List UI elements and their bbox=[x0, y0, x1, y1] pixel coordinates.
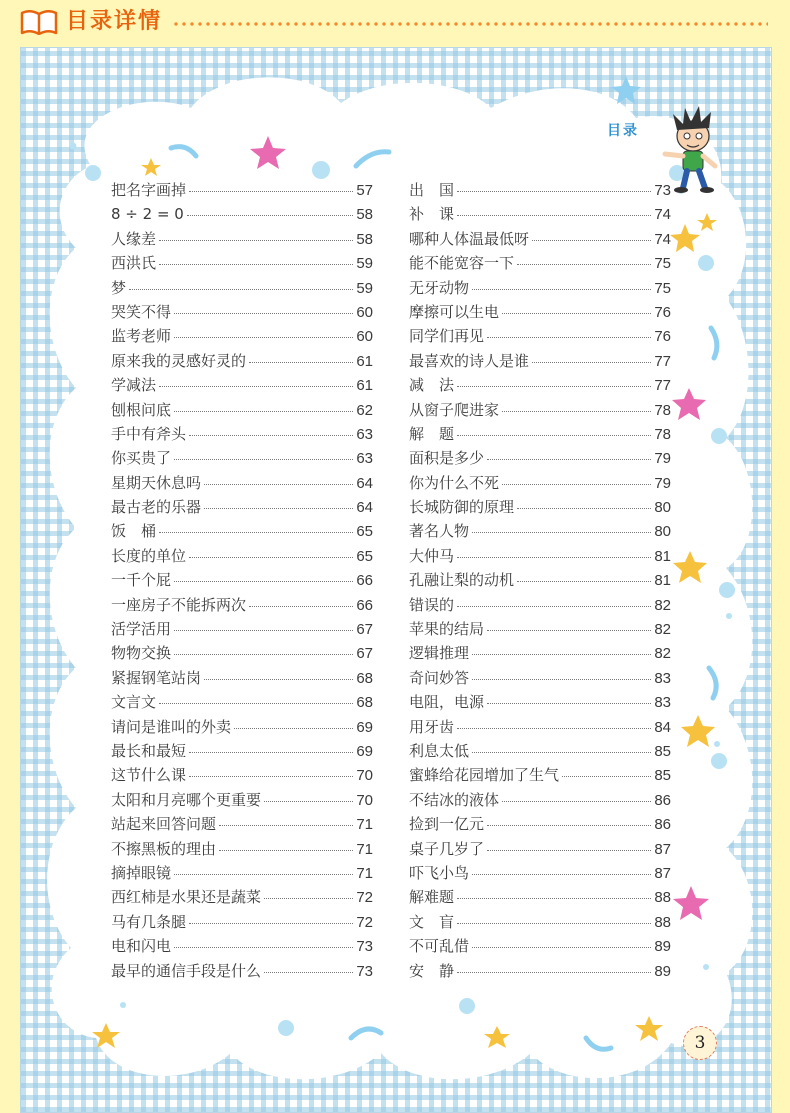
dot-leader bbox=[249, 605, 353, 607]
toc-entry-page: 59 bbox=[356, 255, 373, 273]
toc-entry[interactable] bbox=[111, 641, 373, 665]
toc-entry-title: 一座房子不能拆两次 bbox=[111, 595, 247, 614]
toc-entry-title: 减 法 bbox=[409, 376, 455, 395]
toc-entry-title: 物物交换 bbox=[111, 644, 172, 663]
dot-leader bbox=[189, 751, 353, 753]
toc-entry[interactable] bbox=[111, 276, 373, 300]
dot-leader bbox=[174, 336, 353, 338]
toc-entry[interactable] bbox=[409, 739, 671, 763]
toc-entry-title: 太阳和月亮哪个更重要 bbox=[111, 790, 262, 809]
toc-entry-page: 74 bbox=[654, 230, 671, 248]
toc-entry-page: 82 bbox=[654, 596, 671, 614]
toc-entry-page: 71 bbox=[356, 816, 373, 834]
toc-entry-page: 77 bbox=[654, 377, 671, 395]
dot-leader bbox=[487, 702, 651, 704]
toc-entry-page: 71 bbox=[356, 864, 373, 882]
dot-leader bbox=[487, 629, 651, 631]
toc-entry-title: 长城防御的原理 bbox=[409, 498, 515, 517]
toc-entry-page: 72 bbox=[356, 913, 373, 931]
toc-entry-page: 66 bbox=[356, 596, 373, 614]
dot-leader bbox=[532, 361, 651, 363]
dot-leader bbox=[517, 263, 651, 265]
toc-entry-page: 70 bbox=[356, 791, 373, 809]
toc-entry-title: 最长和最短 bbox=[111, 741, 187, 760]
dot-leader bbox=[204, 678, 353, 680]
toc-entry-page: 83 bbox=[654, 669, 671, 687]
toc-panel bbox=[20, 47, 772, 1113]
toc-entry-page: 63 bbox=[356, 425, 373, 443]
dot-leader bbox=[472, 678, 651, 680]
toc-entry-page: 61 bbox=[356, 352, 373, 370]
toc-entry-page: 63 bbox=[356, 450, 373, 468]
toc-entry[interactable] bbox=[409, 471, 671, 495]
toc-entry-title: 苹果的结局 bbox=[409, 620, 485, 639]
toc-entry[interactable] bbox=[111, 202, 373, 226]
toc-entry-page: 78 bbox=[654, 401, 671, 419]
toc-entry[interactable] bbox=[409, 763, 671, 787]
toc-entry-page: 58 bbox=[356, 230, 373, 248]
toc-entry[interactable] bbox=[409, 324, 671, 348]
toc-entry-page: 76 bbox=[654, 328, 671, 346]
toc-entry-page: 86 bbox=[654, 816, 671, 834]
dot-leader bbox=[174, 580, 353, 582]
toc-entry[interactable] bbox=[409, 885, 671, 909]
toc-entry-page: 85 bbox=[654, 742, 671, 760]
toc-entry-title: 从窗子爬进家 bbox=[409, 400, 500, 419]
toc-entry-title: 8 ÷ 2 = 0 bbox=[111, 205, 184, 224]
toc-entry[interactable] bbox=[409, 641, 671, 665]
dot-leader bbox=[517, 580, 651, 582]
toc-entry[interactable] bbox=[409, 446, 671, 470]
toc-entry-title: 你为什么不死 bbox=[409, 473, 500, 492]
toc-entry-title: 西红柿是水果还是蔬菜 bbox=[111, 888, 262, 907]
dot-leader bbox=[159, 531, 353, 533]
toc-entry-title: 面积是多少 bbox=[409, 449, 485, 468]
toc-entry[interactable] bbox=[409, 373, 671, 397]
dot-leader bbox=[457, 897, 651, 899]
toc-entry[interactable] bbox=[409, 812, 671, 836]
toc-entry[interactable] bbox=[409, 837, 671, 861]
dot-leader bbox=[472, 873, 651, 875]
dot-leader bbox=[174, 873, 353, 875]
toc-entry[interactable] bbox=[111, 861, 373, 885]
toc-entry-page: 87 bbox=[654, 864, 671, 882]
toc-entry-title: 最喜欢的诗人是谁 bbox=[409, 351, 530, 370]
dot-leader bbox=[189, 556, 353, 558]
toc-entry[interactable] bbox=[111, 227, 373, 251]
toc-entry-title: 一千个屁 bbox=[111, 571, 172, 590]
toc-entry[interactable] bbox=[111, 666, 373, 690]
toc-entry-page: 78 bbox=[654, 425, 671, 443]
toc-entry-title: 能不能宽容一下 bbox=[409, 254, 515, 273]
toc-entry-page: 86 bbox=[654, 791, 671, 809]
toc-entry-title: 吓飞小鸟 bbox=[409, 863, 470, 882]
toc-entry[interactable] bbox=[111, 934, 373, 958]
toc-entry-page: 73 bbox=[356, 938, 373, 956]
toc-entry-title: 人缘差 bbox=[111, 229, 157, 248]
toc-entry-title: 电和闪电 bbox=[111, 937, 172, 956]
toc-entry-page: 74 bbox=[654, 206, 671, 224]
dot-leader bbox=[187, 214, 353, 216]
toc-entry[interactable] bbox=[409, 544, 671, 568]
toc-entry-page: 85 bbox=[654, 767, 671, 785]
toc-entry-page: 75 bbox=[654, 279, 671, 297]
toc-entry[interactable] bbox=[409, 300, 671, 324]
dot-leader bbox=[502, 312, 651, 314]
header-title: 目录详情 bbox=[66, 9, 163, 34]
toc-entry[interactable] bbox=[111, 495, 373, 519]
toc-entry-title: 梦 bbox=[111, 278, 127, 297]
toc-entry[interactable] bbox=[111, 398, 373, 422]
toc-entry-title: 文言文 bbox=[111, 693, 157, 712]
dot-leader bbox=[204, 507, 353, 509]
toc-entry-title: 最古老的乐器 bbox=[111, 498, 202, 517]
toc-entry-page: 68 bbox=[356, 694, 373, 712]
toc-entry-title: 电阻，电源 bbox=[409, 693, 485, 712]
dot-leader bbox=[174, 629, 353, 631]
dot-leader bbox=[487, 849, 651, 851]
toc-entry-page: 81 bbox=[654, 547, 671, 565]
dot-leader bbox=[264, 971, 353, 973]
dot-leader bbox=[487, 336, 651, 338]
dot-leader bbox=[174, 458, 353, 460]
toc-entry[interactable] bbox=[409, 251, 671, 275]
toc-entry[interactable] bbox=[409, 861, 671, 885]
toc-entry-title: 出 国 bbox=[409, 181, 455, 199]
toc-entry-page: 89 bbox=[654, 962, 671, 980]
toc-entry-title: 同学们再见 bbox=[409, 327, 485, 346]
toc-entry-title: 解 题 bbox=[409, 424, 455, 443]
toc-entry[interactable] bbox=[409, 519, 671, 543]
toc-entry-title: 哭笑不得 bbox=[111, 302, 172, 321]
dot-leader bbox=[472, 531, 651, 533]
dot-leader bbox=[159, 263, 353, 265]
toc-entry[interactable] bbox=[111, 568, 373, 592]
toc-entry-title: 不结冰的液体 bbox=[409, 790, 500, 809]
dot-leader bbox=[457, 385, 651, 387]
toc-entry-page: 79 bbox=[654, 474, 671, 492]
toc-entry[interactable] bbox=[111, 739, 373, 763]
toc-entry-title: 饭 桶 bbox=[111, 522, 157, 541]
toc-entry[interactable] bbox=[111, 446, 373, 470]
toc-entry-page: 66 bbox=[356, 572, 373, 590]
toc-entry[interactable] bbox=[409, 178, 671, 202]
dot-leader bbox=[517, 507, 651, 509]
dot-leader bbox=[219, 849, 353, 851]
toc-entry-title: 站起来回答问题 bbox=[111, 815, 217, 834]
toc-entry[interactable] bbox=[111, 178, 373, 202]
toc-entry-title: 不擦黑板的理由 bbox=[111, 839, 217, 858]
toc-entry[interactable] bbox=[111, 544, 373, 568]
toc-entry-title: 西洪氏 bbox=[111, 254, 157, 273]
dot-leader bbox=[159, 702, 353, 704]
toc-entry[interactable] bbox=[111, 471, 373, 495]
toc-entry[interactable] bbox=[409, 202, 671, 226]
toc-entry-title: 逻辑推理 bbox=[409, 644, 470, 663]
dot-leader bbox=[159, 385, 353, 387]
dot-leader bbox=[189, 775, 353, 777]
toc-entry-title: 无牙动物 bbox=[409, 278, 470, 297]
toc-entry-page: 82 bbox=[654, 645, 671, 663]
toc-entry-title: 原来我的灵感好灵的 bbox=[111, 351, 247, 370]
toc-entry-title: 解难题 bbox=[409, 888, 455, 907]
dot-leader bbox=[159, 239, 353, 241]
toc-entry-page: 77 bbox=[654, 352, 671, 370]
toc-entry-title: 摘掉眼镜 bbox=[111, 863, 172, 882]
toc-entry[interactable] bbox=[409, 398, 671, 422]
toc-entry-page: 82 bbox=[654, 621, 671, 639]
dot-leader bbox=[264, 800, 353, 802]
toc-entry[interactable] bbox=[409, 910, 671, 934]
toc-entry[interactable] bbox=[111, 349, 373, 373]
toc-entry-page: 58 bbox=[356, 206, 373, 224]
toc-entry-page: 84 bbox=[654, 718, 671, 736]
dot-leader bbox=[487, 458, 651, 460]
dot-leader bbox=[174, 946, 353, 948]
toc-entry-title: 紧握钢笔站岗 bbox=[111, 668, 202, 687]
toc-entry[interactable] bbox=[409, 422, 671, 446]
toc-entry-page: 71 bbox=[356, 840, 373, 858]
toc-entry-page: 72 bbox=[356, 889, 373, 907]
toc-entry-page: 79 bbox=[654, 450, 671, 468]
dot-leader bbox=[129, 288, 353, 290]
toc-entry-page: 80 bbox=[654, 499, 671, 517]
dot-leader bbox=[562, 775, 651, 777]
toc-entry-page: 73 bbox=[654, 182, 671, 199]
toc-entry[interactable] bbox=[111, 715, 373, 739]
toc-entry-page: 64 bbox=[356, 474, 373, 492]
open-book-icon bbox=[20, 9, 58, 35]
toc-entry-title: 不可乱借 bbox=[409, 937, 470, 956]
toc-entry-page: 70 bbox=[356, 767, 373, 785]
toc-entry[interactable] bbox=[409, 568, 671, 592]
toc-column-right bbox=[409, 178, 671, 983]
toc-entry-title: 利息太低 bbox=[409, 741, 470, 760]
toc-entry-title: 监考老师 bbox=[111, 327, 172, 346]
toc-entry-page: 65 bbox=[356, 547, 373, 565]
toc-entry-title: 活学活用 bbox=[111, 620, 172, 639]
dot-leader bbox=[472, 288, 651, 290]
toc-entry-page: 76 bbox=[654, 303, 671, 321]
dot-leader bbox=[532, 239, 651, 241]
dot-leader bbox=[457, 434, 651, 436]
dot-leader bbox=[174, 312, 353, 314]
toc-entry-page: 60 bbox=[356, 328, 373, 346]
toc-entry[interactable] bbox=[409, 593, 671, 617]
toc-entry[interactable] bbox=[111, 593, 373, 617]
toc-entry[interactable] bbox=[111, 373, 373, 397]
toc-entry-page: 67 bbox=[356, 621, 373, 639]
dot-leader bbox=[502, 800, 651, 802]
toc-entry[interactable] bbox=[111, 617, 373, 641]
toc-entry[interactable] bbox=[409, 959, 671, 983]
toc-entry[interactable] bbox=[409, 227, 671, 251]
toc-entry-page: 60 bbox=[356, 303, 373, 321]
toc-entry[interactable] bbox=[409, 715, 671, 739]
toc-entry-page: 59 bbox=[356, 279, 373, 297]
dot-leader bbox=[457, 556, 651, 558]
page-header bbox=[0, 0, 790, 46]
toc-entry-page: 81 bbox=[654, 572, 671, 590]
toc-entry-page: 88 bbox=[654, 913, 671, 931]
dot-leader bbox=[174, 410, 353, 412]
toc-entry-page: 61 bbox=[356, 377, 373, 395]
toc-column-left bbox=[111, 178, 373, 983]
toc-entry[interactable] bbox=[409, 690, 671, 714]
dot-leader bbox=[249, 361, 353, 363]
dot-leader bbox=[219, 824, 353, 826]
toc-entry[interactable] bbox=[111, 422, 373, 446]
toc-entry[interactable] bbox=[409, 666, 671, 690]
toc-entry[interactable] bbox=[111, 690, 373, 714]
toc-label: 目录 bbox=[607, 123, 639, 139]
toc-entry-page: 68 bbox=[356, 669, 373, 687]
toc-entry[interactable] bbox=[409, 276, 671, 300]
dot-leader bbox=[457, 922, 651, 924]
dot-leader bbox=[174, 653, 353, 655]
toc-entry-page: 69 bbox=[356, 742, 373, 760]
toc-entry[interactable] bbox=[111, 251, 373, 275]
toc-entry-title: 哪种人体温最低呀 bbox=[409, 229, 530, 248]
toc-entry-title: 补 课 bbox=[409, 205, 455, 224]
toc-entry-page: 69 bbox=[356, 718, 373, 736]
toc-entry-title: 这节什么课 bbox=[111, 766, 187, 785]
dot-leader bbox=[234, 727, 353, 729]
toc-entry-page: 83 bbox=[654, 694, 671, 712]
toc-entry-title: 桌子几岁了 bbox=[409, 839, 485, 858]
toc-entry[interactable] bbox=[409, 788, 671, 812]
toc-entry-title: 请问是谁叫的外卖 bbox=[111, 717, 232, 736]
toc-entry-page: 64 bbox=[356, 499, 373, 517]
toc-entry-page: 80 bbox=[654, 523, 671, 541]
toc-entry-title: 星期天休息吗 bbox=[111, 473, 202, 492]
dot-leader bbox=[457, 190, 651, 192]
toc-entry-page: 67 bbox=[356, 645, 373, 663]
dot-leader bbox=[189, 434, 353, 436]
toc-entry-title: 蜜蜂给花园增加了生气 bbox=[409, 766, 560, 785]
toc-entry-title: 安 静 bbox=[409, 961, 455, 980]
toc-entry-page: 65 bbox=[356, 523, 373, 541]
toc-entry[interactable] bbox=[409, 495, 671, 519]
toc-entry-title: 长度的单位 bbox=[111, 546, 187, 565]
toc-entry-title: 学减法 bbox=[111, 376, 157, 395]
toc-entry[interactable] bbox=[409, 617, 671, 641]
toc-entry[interactable] bbox=[111, 788, 373, 812]
toc-entry-title: 奇问妙答 bbox=[409, 668, 470, 687]
dot-leader bbox=[472, 946, 651, 948]
dot-leader bbox=[457, 214, 651, 216]
toc-entry-page: 87 bbox=[654, 840, 671, 858]
toc-entry-title: 大仲马 bbox=[409, 546, 455, 565]
dot-leader bbox=[204, 483, 353, 485]
toc-entry-page: 89 bbox=[654, 938, 671, 956]
toc-entry-title: 刨根问底 bbox=[111, 400, 172, 419]
toc-entry-title: 你买贵了 bbox=[111, 449, 172, 468]
dot-leader bbox=[472, 751, 651, 753]
toc-entry-title: 文 盲 bbox=[409, 912, 455, 931]
toc-entry-page: 57 bbox=[356, 182, 373, 199]
toc-entry[interactable] bbox=[111, 324, 373, 348]
toc-entry-page: 73 bbox=[356, 962, 373, 980]
toc-entry[interactable] bbox=[409, 349, 671, 373]
dot-leader bbox=[264, 897, 353, 899]
dot-leader bbox=[502, 410, 651, 412]
toc-entry[interactable] bbox=[111, 959, 373, 983]
dot-leader bbox=[189, 190, 353, 192]
toc-entry[interactable] bbox=[111, 812, 373, 836]
header-dotted-rule bbox=[172, 22, 768, 26]
dot-leader bbox=[487, 824, 651, 826]
toc-entry-title: 手中有斧头 bbox=[111, 424, 187, 443]
dot-leader bbox=[457, 605, 651, 607]
toc-entry-title: 错误的 bbox=[409, 595, 455, 614]
dot-leader bbox=[502, 483, 651, 485]
toc-entry-title: 摩擦可以生电 bbox=[409, 302, 500, 321]
dot-leader bbox=[457, 971, 651, 973]
toc-entry-title: 著名人物 bbox=[409, 522, 470, 541]
toc-entry[interactable] bbox=[409, 934, 671, 958]
toc-entry[interactable] bbox=[111, 885, 373, 909]
toc-entry-title: 最早的通信手段是什么 bbox=[111, 961, 262, 980]
dot-leader bbox=[189, 922, 353, 924]
toc-entry-title: 马有几条腿 bbox=[111, 912, 187, 931]
toc-entry[interactable] bbox=[111, 519, 373, 543]
toc-entry-page: 62 bbox=[356, 401, 373, 419]
toc-entry-title: 把名字画掉 bbox=[111, 181, 187, 199]
toc-entry-title: 用牙齿 bbox=[409, 717, 455, 736]
toc-entry[interactable] bbox=[111, 300, 373, 324]
toc-entry[interactable] bbox=[111, 837, 373, 861]
toc-entry-title: 捡到一亿元 bbox=[409, 815, 485, 834]
dot-leader bbox=[457, 727, 651, 729]
dot-leader bbox=[472, 653, 651, 655]
toc-entry-title: 孔融让梨的动机 bbox=[409, 571, 515, 590]
toc-entry[interactable] bbox=[111, 763, 373, 787]
page-number-badge: 3 bbox=[683, 1026, 717, 1060]
toc-entry-page: 88 bbox=[654, 889, 671, 907]
toc-entry-page: 75 bbox=[654, 255, 671, 273]
toc-entry[interactable] bbox=[111, 910, 373, 934]
